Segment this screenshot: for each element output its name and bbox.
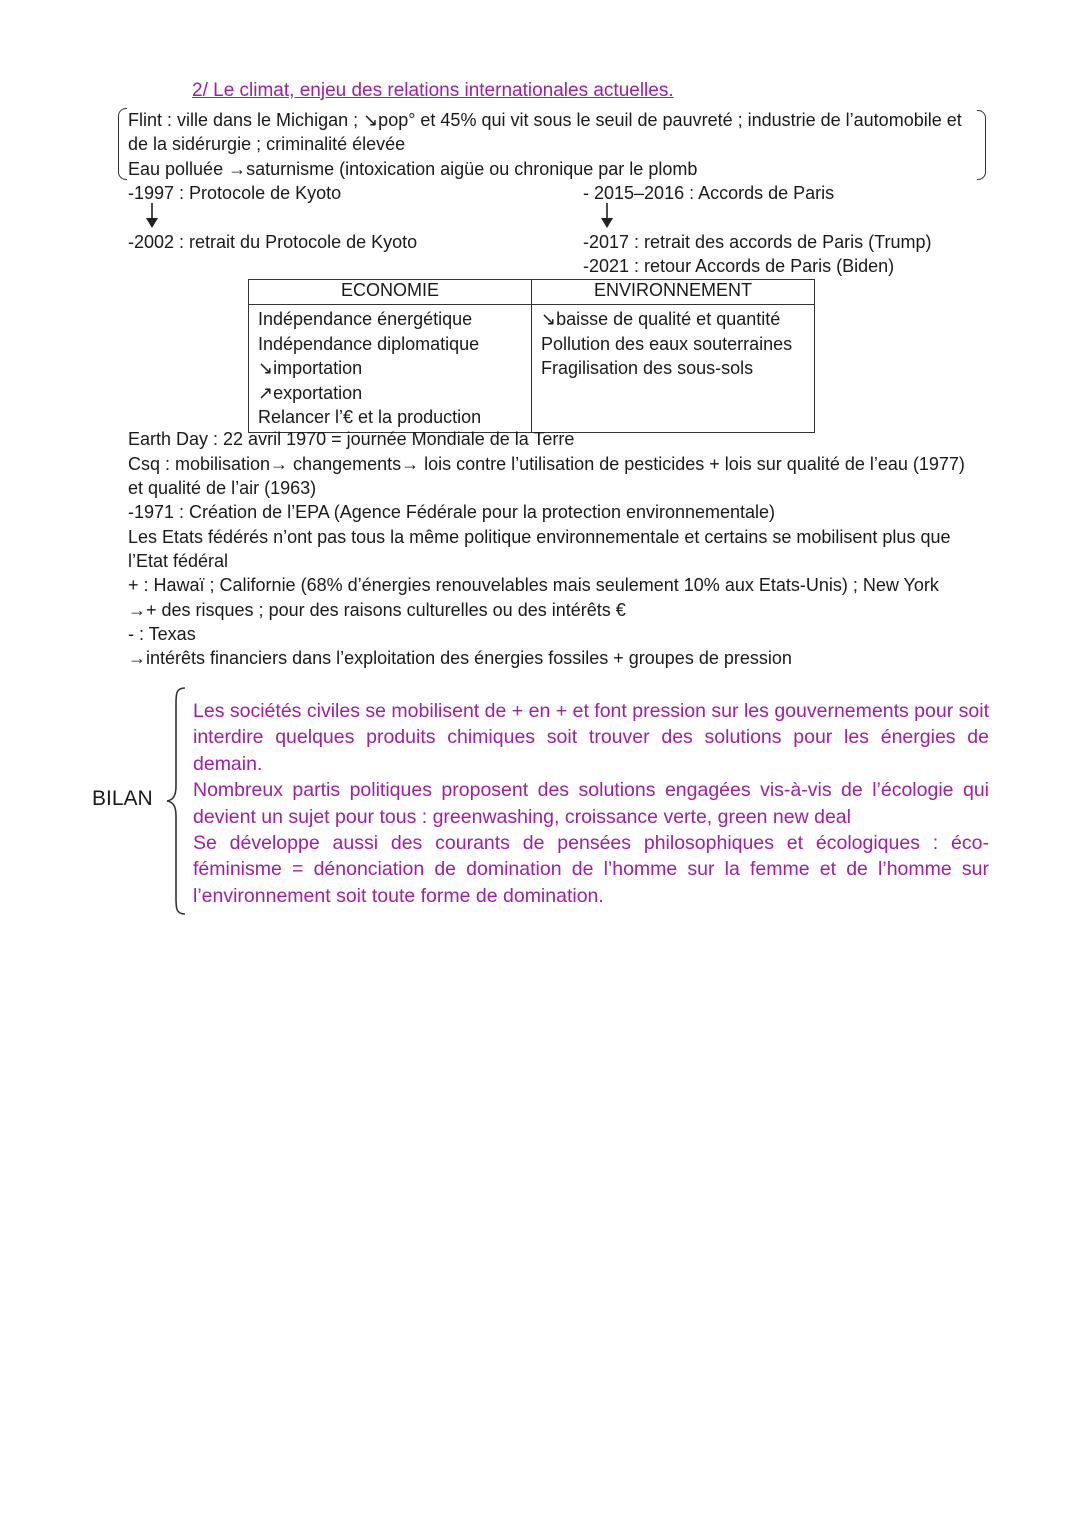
bilan-text bbox=[193, 698, 989, 909]
timeline-paris-return: -2021 : retour Accords de Paris (Biden) bbox=[583, 256, 895, 276]
etats-line-1: Les Etats fédérés n’ont pas tous la même politique environnementale et certains se mobilisent plus que bbox=[128, 527, 951, 547]
list-item: Fragilisation des sous-sols bbox=[541, 358, 754, 378]
right-bracket bbox=[977, 110, 986, 180]
header-environnement: ENVIRONNEMENT bbox=[532, 280, 815, 305]
csq-line-1: Csq : mobilisation→ changements→ lois contre l’utilisation de pesticides + lois sur qualité de l’eau (1977) bbox=[128, 454, 965, 474]
epa-line: -1971 : Création de l’EPA (Agence Fédérale pour la protection environnementale) bbox=[128, 502, 776, 522]
timeline-paris-exit: -2017 : retrait des accords de Paris (Trump) bbox=[583, 232, 932, 252]
list-item: ↘baisse de qualité et quantité bbox=[541, 309, 781, 329]
list-item: Indépendance énergétique bbox=[258, 309, 473, 329]
csq-line-2: et qualité de l’air (1963) bbox=[128, 478, 317, 498]
flint-line-3: Eau polluée →saturnisme (intoxication aigüe ou chronique par le plomb bbox=[128, 159, 698, 179]
down-arrow-icon bbox=[600, 203, 614, 229]
minus-reason: →intérêts financiers dans l’exploitation des énergies fossiles + groupes de pression bbox=[128, 648, 792, 668]
etats-line-2: l’Etat fédéral bbox=[128, 551, 229, 571]
list-item: ↗exportation bbox=[258, 382, 363, 403]
left-bracket bbox=[118, 108, 127, 180]
timeline-kyoto: -1997 : Protocole de Kyoto bbox=[128, 183, 342, 203]
environnement-cell bbox=[532, 305, 815, 433]
flint-line-1: Flint : ville dans le Michigan ; ↘pop° et 45% qui vit sous le seuil de pauvreté ; industrie de l’automobile et bbox=[128, 110, 962, 130]
curly-brace-icon bbox=[165, 686, 189, 916]
timeline-kyoto-exit: -2002 : retrait du Protocole de Kyoto bbox=[128, 232, 418, 252]
plus-line: + : Hawaï ; Californie (68% d’énergies renouvelables mais seulement 10% aux Etats-Unis) ; New York bbox=[128, 575, 939, 595]
header-economie: ECONOMIE bbox=[249, 280, 532, 305]
bilan-label: BILAN bbox=[92, 787, 153, 810]
bilan-paragraph-2: Nombreux partis politiques proposent des solutions engagées vis-à-vis de l’écologie qui devient un sujet pour tous : greenwashing, croissance verte, green new deal bbox=[193, 779, 989, 828]
flint-line-2: de la sidérurgie ; criminalité élevée bbox=[128, 134, 406, 154]
section-title: 2/ Le climat, enjeu des relations internationales actuelles. bbox=[192, 80, 674, 101]
timeline-paris: - 2015–2016 : Accords de Paris bbox=[583, 183, 835, 203]
earth-day: Earth Day : 22 avril 1970 = journée Mondiale de la Terre bbox=[128, 429, 575, 449]
economie-cell bbox=[249, 305, 532, 433]
down-arrow-icon bbox=[145, 203, 159, 229]
list-item: ↘importation bbox=[258, 358, 363, 378]
minus-line: - : Texas bbox=[128, 624, 196, 644]
bilan-paragraph-1: Les sociétés civiles se mobilisent de + en + et font pression sur les gouvernements pour soit interdire quelques produits chimiques soit trouver des solutions pour les énergies de demain. bbox=[193, 700, 989, 775]
bilan-paragraph-3: Se développe aussi des courants de pensées philosophiques et écologiques : éco-féminisme = dénonciation de domination de l’homme sur la femme et de l’homme sur l’environnement soit toute forme de domination. bbox=[193, 832, 989, 907]
list-item: Indépendance diplomatique bbox=[258, 333, 480, 354]
plus-reason: →+ des risques ; pour des raisons culturelles ou des intérêts € bbox=[128, 600, 626, 620]
list-item: Relancer l’€ et la production bbox=[258, 407, 482, 427]
comparison-table bbox=[248, 279, 815, 433]
list-item: Pollution des eaux souterraines bbox=[541, 333, 793, 354]
